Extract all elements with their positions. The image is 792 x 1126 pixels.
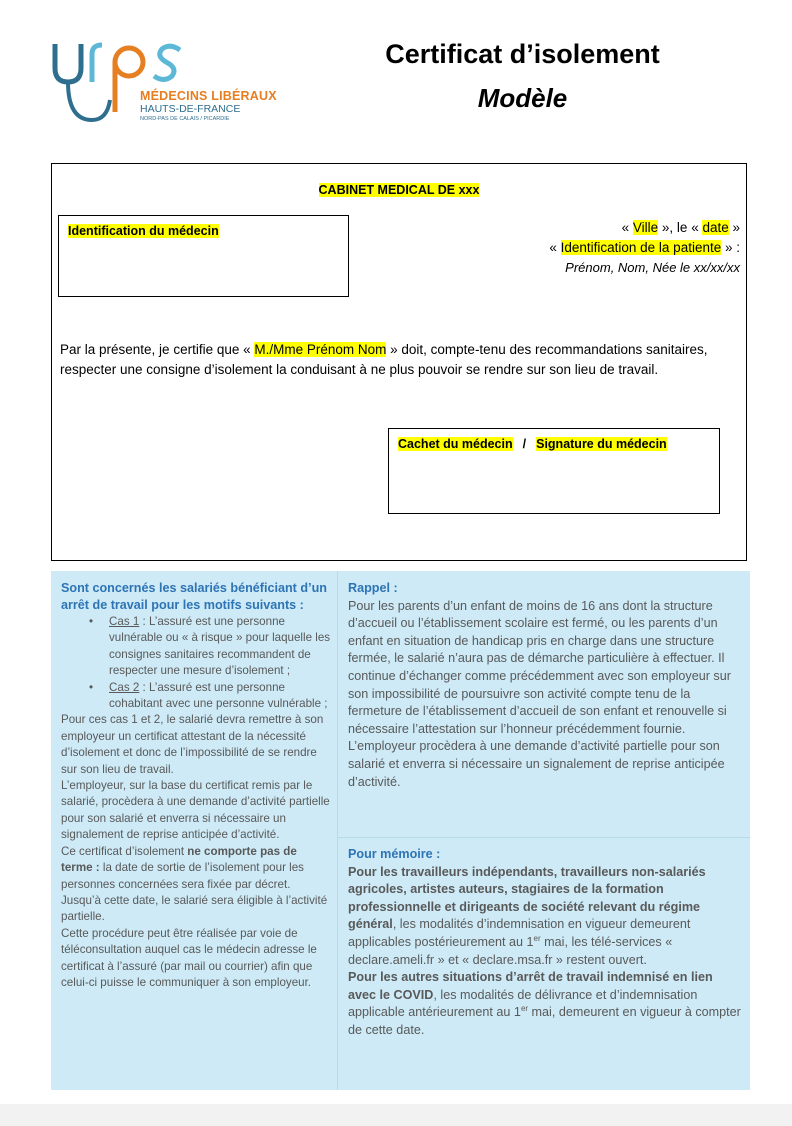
date-placeholder: date <box>702 220 729 235</box>
paragraph-start: Par la présente, je certifie que « <box>60 342 255 357</box>
urps-logo <box>52 40 292 125</box>
certificate-box <box>51 163 747 561</box>
stamp-signature-box <box>388 428 720 514</box>
page-bottom-shade <box>0 1104 792 1126</box>
page-title: Certificat d’isolement <box>385 39 660 69</box>
logo-line3: NORD-PAS DE CALAIS / PICARDIE <box>140 116 230 122</box>
info-panel <box>51 571 750 1090</box>
certification-paragraph <box>60 340 732 380</box>
memo-heading: Pour mémoire : <box>348 847 441 861</box>
paragraph-employer: L’employeur, sur la base du certificat remis par le salarié, procèdera à une demande d’activité partielle pour son salarié et enverra si nécessaire un signalement de reprise anticipée d’activité. <box>61 779 330 842</box>
memo-p2-text: , les modalités de délivrance et d’indemnisation applicable antérieurement au 1 <box>348 987 698 1020</box>
reminder-text: Pour les parents d’un enfant de moins de 16 ans dont la structure d’accueil ou l’établissement scolaire est fermé, ou les parents d’un enfant en situation de handicap pris en charge dans une structure fermée, le salarié n’aura pas de démarche particulière à effectuer. Il continue d’échanger comme précédemment avec son employeur sur son impossibilité de poursuivre son activité compte tenu de la fermeture de l’établissement d’accueil de son enfant et renouvelle si nécessaire l’attestation sur l’honneur précédemment fournie. L’employeur procèdera à une demande d’activité partielle pour son salarié et enverra si nécessaire un signalement de reprise anticipée d’activité. <box>348 598 731 789</box>
patient-name-placeholder: M./Mme Prénom Nom <box>254 342 387 357</box>
paragraph-end: » doit, compte-tenu des recommandations sanitaires, respecter une consigne d’isolement la conduisant à ne plus pouvoir se rendre sur son lieu de travail. <box>60 342 708 377</box>
memo-paragraph-2 <box>348 969 743 1039</box>
patient-identification-line <box>549 240 740 255</box>
quote-close: » : <box>721 240 740 255</box>
concerned-heading: Sont concernés les salariés bénéficiant d’un arrêt de travail pour les motifs suivants : <box>61 581 327 612</box>
le-text: », le « <box>658 220 703 235</box>
memo-p1-text: , les modalités d’indemnisation en vigueur demeurent applicables postérieurement au 1 <box>348 917 691 949</box>
memo-p2-bold: Pour les autres situations d’arrêt de travail indemnisé en lien avec le COVID <box>348 970 713 1002</box>
case-2-item <box>109 680 331 713</box>
stamp-label: Cachet du médecin <box>398 437 513 451</box>
reminder-column <box>348 580 743 791</box>
page-subtitle: Modèle <box>477 83 568 113</box>
patient-name-line: Prénom, Nom, Née le xx/xx/xx <box>565 260 740 275</box>
column-divider <box>337 571 338 1090</box>
memo-p1-end: mai, les télé-services « declare.ameli.fr » et « declare.msa.fr » restent ouvert. <box>348 934 673 967</box>
memo-column <box>348 846 743 1040</box>
case-1-item <box>109 614 331 680</box>
doctor-identification-box <box>58 215 349 297</box>
paragraph-no-term <box>61 844 331 926</box>
case-2-text: : L’assuré est une personne cohabitant avec une personne vulnérable ; <box>109 680 328 711</box>
doctor-identification-text: Identification du médecin <box>68 224 219 238</box>
memo-p1-bold: Pour les travailleurs indépendants, travailleurs non-salariés agricoles, artistes auteurs, stagiaires de la formation professionnelle et dirigeants de société relevant du régime général <box>348 864 706 932</box>
no-term-bold: ne comporte pas de terme : <box>61 844 297 875</box>
quote-open: « <box>621 220 633 235</box>
memo-p2-end: mai, demeurent en vigueur à compter de cette date. <box>348 1005 741 1037</box>
logo-line1: MÉDECINS LIBÉRAUX <box>140 89 277 103</box>
case-1-text: : L’assuré est une personne vulnérable ou « à risque » pour laquelle les consignes sanitaires recommandent de respecter une mesure d’isolement ; <box>109 615 331 678</box>
concerned-employees-column <box>61 580 331 991</box>
signature-label: Signature du médecin <box>536 437 667 451</box>
cabinet-heading <box>52 183 746 197</box>
no-term-start: Ce certificat d’isolement <box>61 844 188 858</box>
row-divider <box>338 837 750 838</box>
cases-list <box>61 614 331 712</box>
quote-open: « <box>549 240 561 255</box>
cabinet-text: CABINET MEDICAL DE xxx <box>318 183 480 197</box>
separator: / <box>522 437 527 451</box>
stamp-signature-labels <box>398 437 667 451</box>
city-date-line <box>622 220 740 235</box>
paragraph-cases: Pour ces cas 1 et 2, le salarié devra remettre à son employeur un certificat attestant de la nécessité d’isolement et donc de l’impossibilité de se rendre sur son lieu de travail. <box>61 713 324 776</box>
doctor-identification-label <box>68 224 219 238</box>
case-1-label: Cas 1 <box>109 615 140 628</box>
logo-line2: HAUTS-DE-FRANCE <box>140 103 241 115</box>
case-2-label: Cas 2 <box>109 680 140 694</box>
memo-paragraph-1 <box>348 864 743 970</box>
city-placeholder: Ville <box>632 220 659 235</box>
quote-close: » <box>728 220 740 235</box>
memo-p1-sup: er <box>533 933 541 943</box>
reminder-heading: Rappel : <box>348 581 398 595</box>
patient-identification-placeholder: Identification de la patiente <box>560 240 722 255</box>
paragraph-teleconsultation: Cette procédure peut être réalisée par voie de téléconsultation auquel cas le médecin adresse le certificat à l’assuré (par mail ou courrier) afin que celui-ci puisse le communiquer à son employeur. <box>61 926 317 989</box>
memo-p2-sup: er <box>520 1004 529 1014</box>
no-term-end: la date de sortie de l’isolement pour les personnes concernées sera fixée par décret. Jusqu’à cette date, le salarié sera éligible à l’activité partielle. <box>61 861 328 924</box>
